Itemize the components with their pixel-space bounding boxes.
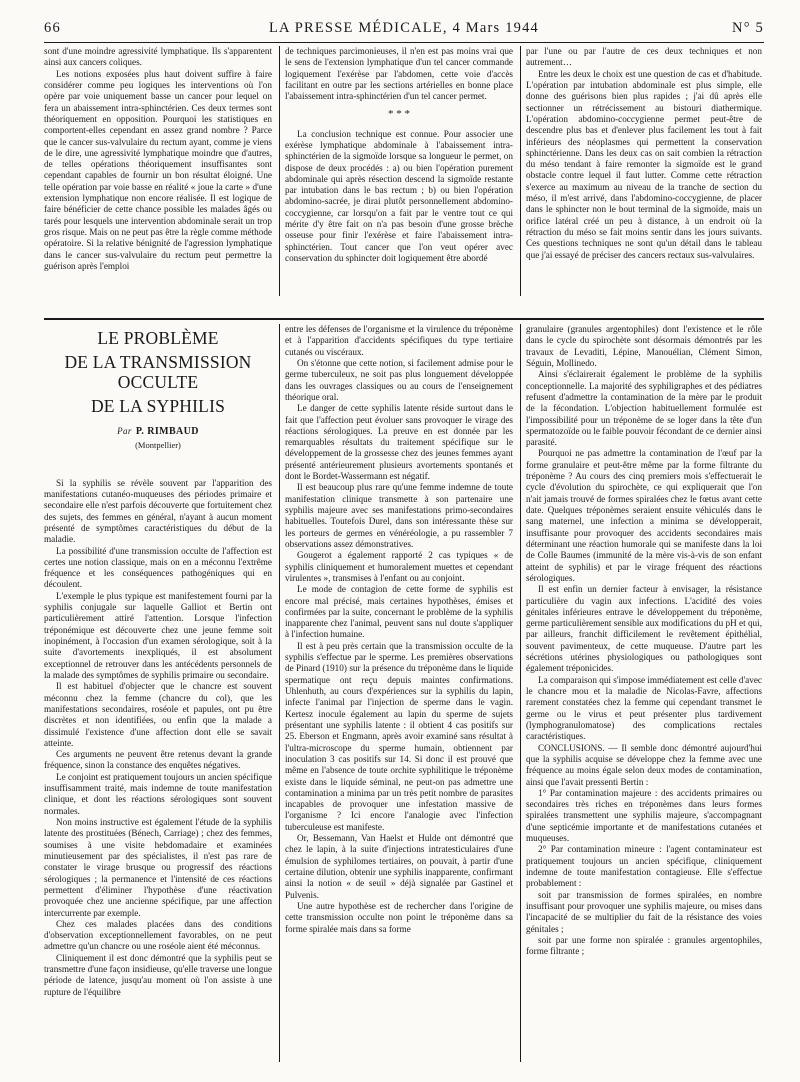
top-column-2 [285, 46, 513, 298]
paragraph: La possibilité d'une transmission occulte de l'affection est certes une notion classique, mais on en a méconnu l'extrême fréquence et les conséquences pathogéniques qui en découlent. [44, 545, 272, 590]
paragraph: Il est beaucoup plus rare qu'une femme indemne de toute manifestation clinique transmette à son partenaire une syphilis majeure avec ses manifestations primo-secondaires habituelles. Toutefois Durel, dans son intéressante thèse sur les porteurs de germes en vénéréologie, a pu rassembler 7 observations assez démonstratives. [285, 482, 513, 549]
section-stars: * * * [388, 107, 410, 120]
page-header [44, 18, 764, 40]
paragraph: soit par une forme non spiralée : granules argentophiles, forme filtrante ; [526, 934, 762, 957]
paragraph: La comparaison qui s'impose immédiatement est celle d'avec le chancre mou et la maladie de Nicolas-Favre, affections rarement constatées chez la femme qui cependant transmet le germe ou le virus et peut présenter plus tardivement (lymphogranulomatose) des complications rectales caractéristiques. [526, 674, 762, 742]
article-title-line-2: DE LA TRANSMISSION OCCULTE [64, 352, 252, 392]
paragraph: Si la syphilis se révèle souvent par l'apparition des manifestations cutanéo-muqueuses des périodes primaire et secondaire elle n'est parfois découverte que fortuitement chez des sujets, des femmes en général, n'ayant à aucun moment présenté de symptômes caractéristiques du début de la maladie. [44, 477, 272, 545]
article-title-line-1: LE PROBLÈME [97, 328, 219, 348]
paragraph: L'exemple le plus typique est manifestement fourni par la syphilis conjugale sur laquelle Galliot et Bertin ont particulièrement attiré l'attention. Lorsque l'infection tréponémique est découverte chez une jeune femme soit inopinément, à l'occasion d'un examen sérologique, soit à la suite d'avortements inexpliqués, il est absolument exceptionnel de retrouver dans les antécédents personnels de la malade des symptômes de syphilis primaire ou secondaire. [44, 590, 272, 680]
column-divider [520, 324, 521, 1062]
paragraph: sont d'une moindre agressivité lymphatique. Ils s'apparentent ainsi aux cancers coliques. [44, 46, 272, 68]
paragraph: soit par transmission de formes spiralées, en nombre insuffisant pour provoquer une syphilis majeure, ou mises dans l'incapacité de se multiplier du fait de la résistance des voies génitales ; [526, 889, 762, 934]
issue-number: N° 5 [732, 20, 764, 36]
paragraph: Ainsi s'éclairerait également le problème de la syphilis conceptionnelle. La majorité des syphiligraphes et des pédiatres refusent d'admettre la contamination de la mère par le produit de la fécondation. L'objection habituellement formulée est l'impossibilité pour un tréponème de se loger dans la tête d'un spermatozoïde ou le faible pouvoir fécondant de ce dernier ainsi parasité. [526, 369, 762, 448]
paragraph: Gougerot a également rapporté 2 cas typiques « de syphilis cliniquement et humoralement muettes et cependant virulentes », transmises à l'enfant ou au conjoint. [285, 550, 513, 583]
section-rule [44, 318, 764, 320]
article-title-line-3: DE LA SYPHILIS [90, 396, 226, 416]
paragraph: Le mode de contagion de cette forme de syphilis est encore mal précisé, mais certaines hypothèses, émises et confirmées par la suite, concernant le problème de la syphilis inapparente chez l'animal, peuvent sans nul doute s'appliquer à l'infection humaine. [285, 584, 513, 640]
author-affiliation: (Montpellier) [135, 440, 181, 451]
paragraph: 2° Par contamination mineure : l'agent contaminateur est pratiquement toujours un ancien spécifique, cliniquement indemne de toute manifestation contagieuse. Elle s'effectue probablement : [526, 844, 762, 889]
paragraph: Non moins instructive est également l'étude de la syphilis latente des prostituées (Bénech, Carriage) ; chez des femmes, soumises à une visite hebdomadaire et examinées minutieusement par des spécialistes, il n'est pas rare de constater le virage brusque ou progressif des réactions sérologiques ; la permanence et l'intensité de ces réactions permettent d'éliminer l'hypothèse d'une réactivation provoquée chez une ancienne spécifique, par une affection intercurrente par exemple. [44, 817, 272, 918]
page-number: 66 [44, 20, 61, 36]
paragraph: Une autre hypothèse est de rechercher dans l'origine de cette transmission occulte non point le tréponème dans sa forme spiralée mais dans sa forme [285, 900, 513, 934]
journal-title: LA PRESSE MÉDICALE, 4 Mars 1944 [268, 20, 539, 36]
paragraph: Le danger de cette syphilis latente réside surtout dans le fait que l'affection peut évoluer sans provoquer le virage des réactions sérologiques. La preuve en est donnée par les remarquables résultats du traitement spécifique sur le développement de la grossesse chez des jeunes femmes ayant présenté antérieurement plusieurs avortements spontanés et dont le Bordet-Wassermann est négatif. [285, 403, 513, 482]
paragraph: entre les défenses de l'organisme et la virulence du tréponème et à l'apparition d'accidents spécifiques du type tertiaire cutanés ou viscéraux. [285, 324, 513, 357]
paragraph: Pourquoi ne pas admettre la contamination de l'œuf par la forme granulaire et peut-être même par la forme filtrante du tréponème ? Au cours des cinq premiers mois s'effectuerait le cycle d'évolution du spirochète, ce qui expliquerait que l'on n'ait jamais trouvé de formes spiralées chez le fœtus avant cette date. Quelques tréponèmes seraient ensuite véhiculés dans le sang maternel, une infection a minima se développerait, insuffisante pour provoquer des accidents secondaires mais déterminant une réaction humorale qui se manifeste dans la loi de Colle Baumes (immunité de la mère vis-à-vis de son enfant atteint de syphilis) et par le virage fréquent des réactions sérologiques. [526, 448, 762, 583]
bottom-column-3 [526, 324, 762, 1064]
paragraph: de techniques parcimonieuses, il n'en est pas moins vrai que le sens de l'extension lymphatique d'un tel cancer commande logiquement l'exérèse par l'abdomen, cette voie d'accès facilitant en outre par les sections artérielles en bonne place l'abaissement intra-sphinctérien d'un tel cancer permet. [285, 46, 513, 102]
paragraph: Il est à peu près certain que la transmission occulte de la syphilis s'effectue par le sperme. Les premières observations de Pinard (1910) sur la présence du tréponème dans le liquide spermatique ont reçu depuis maintes confirmations. Uhlenhuth, au cours d'expériences sur la syphilis du lapin, infecte l'animal par l'injection de sperme dans le vagin. Kertesz inocule également au lapin du sperme de sujets présentant une syphilis latente : il obtient 4 cas positifs sur 25. Eberson et Engmann, après avoir examiné sans résultat à l'ultra-microscope du sperme humain, obtiennent par inoculation 3 cas positifs sur 14. Si donc il est prouvé que même en l'absence de toute orchite syphilitique le tréponème existe dans le liquide séminal, ne peut-on pas admettre une contamination a minima par un très petit nombre de parasites incapables de provoquer une infestation massive de l'organisme ? Ici encore l'analogie avec l'infection tuberculeuse est manifeste. [285, 640, 513, 832]
header-rule [44, 42, 764, 43]
bottom-column-2 [285, 324, 513, 1064]
paragraph: 1° Par contamination majeure : des accidents primaires ou secondaires très riches en tréponèmes dans leurs formes spiralées transmettent une syphilis majeure, s'accompagnant d'une septicémie importante et de manifestations cutanées et muqueuses. [526, 787, 762, 844]
column-divider [520, 46, 521, 296]
paragraph: On s'étonne que cette notion, si facilement admise pour le germe tuberculeux, ne soit pas plus longuement développée dans les ouvrages classiques ou au cours de l'enseignement théorique oral. [285, 357, 513, 402]
paragraph: Ces arguments ne peuvent être retenus devant la grande fréquence, sinon la constance des enquêtes négatives. [44, 749, 272, 771]
article-title-block [44, 328, 272, 452]
author-name: P. RIMBAUD [135, 426, 199, 437]
paragraph: granulaire (granules argentophiles) dont l'existence et le rôle dans le cycle du spirochète sont désormais démontrés par les travaux de Levaditi, Lépine, Manouélian, Clément Simon, Séguin, Mollinedo. [526, 324, 762, 368]
paragraph: Le conjoint est pratiquement toujours un ancien spécifique insuffisamment traité, mais indemne de toute manifestation clinique, et dont les réactions sérologiques sont souvent normales. [44, 771, 272, 816]
paragraph: Les notions exposées plus haut doivent suffire à faire considérer comme peu logiques les interventions où l'on opère par voie uniquement basse un cancer pour lequel on fera un abaissement intra-sphinctérien. Ces deux termes sont théoriquement en opposition. Pourquoi les statistiques en comportent-elles cependant en assez grand nombre ? Parce que le cancer sus-valvulaire du rectum ayant, comme je viens de le dire, une agressivité lymphatique moindre que d'autres, de telles opérations théoriquement insuffisantes sont cependant capables de fournir un bon résultat éloigné. Une telle opération par voie basse en réalité « joue la carte » d'une extension lymphatique non encore réalisée. Il est logique de faire bénéficier de cette chance possible les malades âgés ou tarés pour lesquels une intervention abdominale serait un trop gros risque. Mais on ne peut pas être la règle comme méthode opératoire. Si la relative bénignité de l'agression lymphatique dans le cancer sus-valvulaire du rectum peut permettre la guérison après l'emploi [44, 68, 272, 271]
author-prefix: Par [117, 426, 132, 436]
paragraph: Cliniquement il est donc démontré que la syphilis peut se transmettre d'une façon insidieuse, qu'elle traverse une longue période de latence, jusqu'au moment où l'on assiste à une rupture de l'équilibre [44, 952, 272, 997]
paragraph: Il est enfin un dernier facteur à envisager, la résistance particulière du vagin aux infections. L'acidité des voies génitales inférieures entrave le développement du tréponème, germe particulièrement sensible aux modifications du pH et qui, par ailleurs, franchit difficilement le revêtement épithélial, souvent pavimenteux, de cette muqueuse. D'autre part les sécrétions utérines physiologiques ou pathologiques sont également tréponicides. [526, 584, 762, 674]
column-divider [279, 46, 280, 296]
top-column-1 [44, 46, 272, 298]
paragraph: Or, Bessemann, Van Haelst et Hulde ont démontré que chez le lapin, à la suite d'injections intratesticulaires d'une émulsion de syphilomes tertiaires, on pouvait, à partir d'une certaine dilution, obtenir une syphilis inapparente, confirmant ainsi la notion « de seuil » déjà signalée par Gastinel et Pulvenis. [285, 833, 513, 900]
top-column-3 [526, 46, 762, 298]
paragraph: La conclusion technique est connue. Pour associer une exérèse lymphatique abdominale à l'abaissement intra-sphinctérien de la sigmoïde lorsque sa longueur le permet, on dispose de deux procédés : a) ou bien l'opération purement abdominale qui après résection descend la sigmoïde restante par intubation dans le bas rectum ; b) ou bien l'opération abdomino-sacrée, je dirai plutôt personnellement abdomino-coccygienne, car lorsqu'on a fait par le ventre tout ce qui mérite d'y être fait on n'a pas besoin d'une grosse brèche osseuse pour finir l'exérèse et faire l'abaissement intra-sphinctérien. Tout cancer que l'on veut opérer avec conservation du sphincter doit logiquement être abordé [285, 128, 513, 263]
column-divider [279, 324, 280, 1062]
paragraph: par l'une ou par l'autre de ces deux techniques et non autrement… [526, 46, 762, 68]
article-author [44, 426, 272, 437]
paragraph: CONCLUSIONS. — Il semble donc démontré aujourd'hui que la syphilis acquise se développe chez la femme avec une fréquence au moins égale selon deux modes de contamination, ainsi que l'avait pressenti Bertin : [526, 742, 762, 787]
paragraph: Chez ces malades placées dans des conditions d'observation exceptionnellement favorables, on ne peut admettre qu'un chancre ou une roséole aient été méconnus. [44, 918, 272, 952]
bottom-column-1 [44, 324, 272, 1064]
paragraph: Il est habituel d'objecter que le chancre est souvent méconnu chez la femme (chancre du col), que les manifestations secondaires, roséole et papules, ont pu être discrètes et non identifiées, ou enfin que la malade a dissimulé l'existence d'une affection dont elle se savait atteinte. [44, 681, 272, 748]
paragraph: Entre les deux le choix est une question de cas et d'habitude. L'opération par intubation abdominale est plus simple, elle donne des guérisons bien plus rapides ; j'ai dû après elle sectionner un rétrécissement au bistouri diathermique. L'opération abdomino-coccygienne permet peut-être de descendre plus bas et d'enlever plus facilement les tout à fait inférieurs des néoplasmes qui permettent la conservation sphinctérienne. Dans les deux cas on sait combien la rétraction du méso tendant à faire remonter la sigmoïde est le grand obstacle contre lequel il faut lutter. Comme cette rétraction s'exerce au maximum au niveau de la tranche de section du méso, il m'est arrivé, dans l'abdomino-coccygienne, de placer dans le sphincter non le bout terminal de la sigmoïde, mais un orifice latéral créé un peu à distance, à un endroit où la rétraction du méso se fait moins sentir dans les jours suivants. Ces questions techniques ne sont qu'un détail dans le tableau que j'ai essayé de préciser des cancers rectaux sus-valvulaires. [526, 68, 762, 260]
